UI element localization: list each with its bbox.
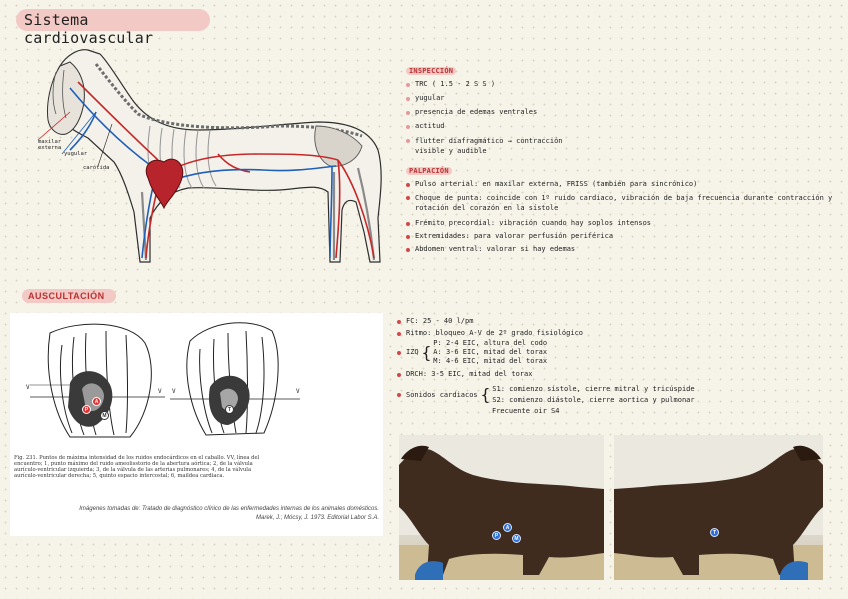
horse-label-yugular: yugular <box>64 151 88 157</box>
horse-photo-left <box>399 435 604 580</box>
bullet-icon <box>406 125 410 129</box>
bullet-icon <box>406 139 410 143</box>
fc-text: FC: 25 - 40 l/pm <box>406 317 474 325</box>
horse-left-silhouette <box>399 435 604 580</box>
photo-marker-a: A <box>503 523 512 532</box>
palpacion-heading: PALPACIÓN <box>406 167 452 175</box>
sonidos-item: S1: comienzo sístole, cierre mitral y tricúspide <box>492 385 695 393</box>
photo-marker-p: P <box>492 531 501 540</box>
brace-icon: { <box>480 385 491 404</box>
bullet-icon <box>406 111 410 115</box>
palpacion-item: Abdomen ventral: valorar si hay edemas <box>415 244 576 253</box>
horse-label-maxilar: maxilar externa <box>38 139 62 151</box>
auscultacion-heading: AUSCULTACIÓN <box>22 289 116 303</box>
figure-caption: Fig. 231. Puntos de máxima intensidad de los ruidos endocárdicos en el caballo. VV, línea del encuentro; 1, punto máximo del ruido ameolisstorio de la abertura aórtica; 2, de la válvula aurículo-ventricular izquierda; 3, de la válvula de las arterias pulmonares; 4, de la válvula aurículo-ventricular derecha; 5, quinto espacio intercostal; 6, maildea cardiaca. <box>14 455 260 479</box>
izq-item: M: 4-6 EIC, mitad del torax <box>433 357 548 365</box>
textbook-figure <box>10 313 383 536</box>
figure-v-label: V <box>172 388 176 395</box>
figure-credit-line2: Marek, J.; Mócsy, J. 1973. Editorial Labor S.A. <box>256 515 379 521</box>
figure-credit-line1: Imágenes tomadas de: Tratado de diagnóstico clínico de las enfermedades internas de los animales domésticos. <box>79 506 379 512</box>
brace-icon: { <box>421 342 432 362</box>
inspeccion-item: flutter diafragmático → contracción visible y audible <box>415 137 563 155</box>
bullet-icon <box>406 222 410 226</box>
figure-v-label: V <box>26 384 30 391</box>
frecuente-text: Frecuente oir S4 <box>492 407 560 415</box>
izq-item: P: 2-4 EIC, altura del codo <box>433 339 548 347</box>
palpacion-item: Extremidades: para valorar perfusión periférica <box>415 231 614 240</box>
horse-label-carotida: carótida <box>83 165 110 171</box>
figure-v-label: V <box>296 388 300 395</box>
bullet-icon <box>406 83 410 87</box>
inspeccion-item: presencia de edemas ventrales <box>415 108 538 116</box>
inspeccion-item: yugular <box>415 94 445 102</box>
ritmo-text: Ritmo: bloqueo A-V de 2º grado fisiológico <box>406 329 584 337</box>
figure-v-label: V <box>158 388 162 395</box>
figure-marker-t: T <box>225 405 234 414</box>
bullet-icon <box>397 320 401 324</box>
bullet-icon <box>397 373 401 377</box>
sonidos-label: Sonidos cardiacos <box>406 390 478 399</box>
thorax-diagram <box>10 313 383 463</box>
auscultacion-notes <box>397 318 842 415</box>
figure-marker-m: M <box>100 411 109 420</box>
palpacion-section <box>406 168 838 253</box>
horse-right-silhouette <box>614 435 823 580</box>
izq-label: IZQ <box>406 348 419 356</box>
bullet-icon <box>397 393 401 397</box>
inspeccion-item: TRC ( 1.5 - 2 S S ) <box>415 80 496 88</box>
drch-text: DRCH: 3-5 EIC, mitad del torax <box>406 370 533 378</box>
figure-marker-a: A <box>92 397 101 406</box>
bullet-icon <box>406 183 410 187</box>
bullet-icon <box>397 351 401 355</box>
inspeccion-section <box>406 68 706 157</box>
figure-marker-p: P <box>82 405 91 414</box>
inspeccion-heading: INSPECCIÓN <box>406 67 456 75</box>
bullet-icon <box>397 332 401 336</box>
bullet-icon <box>406 196 410 200</box>
bullet-icon <box>406 97 410 101</box>
palpacion-item: Choque de punta: coincide con 1º ruido cardiaco, vibración de baja frecuencia durante contracción y rotación del corazón en la sístole <box>415 194 833 212</box>
izq-item: A: 3-6 EIC, mitad del torax <box>433 348 548 356</box>
bullet-icon <box>406 235 410 239</box>
palpacion-item: Pulso arterial: en maxilar externa, FRISS (también para sincrónico) <box>415 180 698 188</box>
palpacion-item: Frémito precordial: vibración cuando hay soplos intensos <box>415 218 652 227</box>
sonidos-item: S2: comienzo diástole, cierre aortica y pulmonar <box>492 396 695 404</box>
page-title: Sistema cardiovascular <box>16 9 210 31</box>
inspeccion-item: actitud <box>415 122 445 130</box>
horse-photo-right <box>614 435 823 580</box>
bullet-icon <box>406 248 410 252</box>
photo-marker-t: T <box>710 528 719 537</box>
photo-marker-m: M <box>512 534 521 543</box>
